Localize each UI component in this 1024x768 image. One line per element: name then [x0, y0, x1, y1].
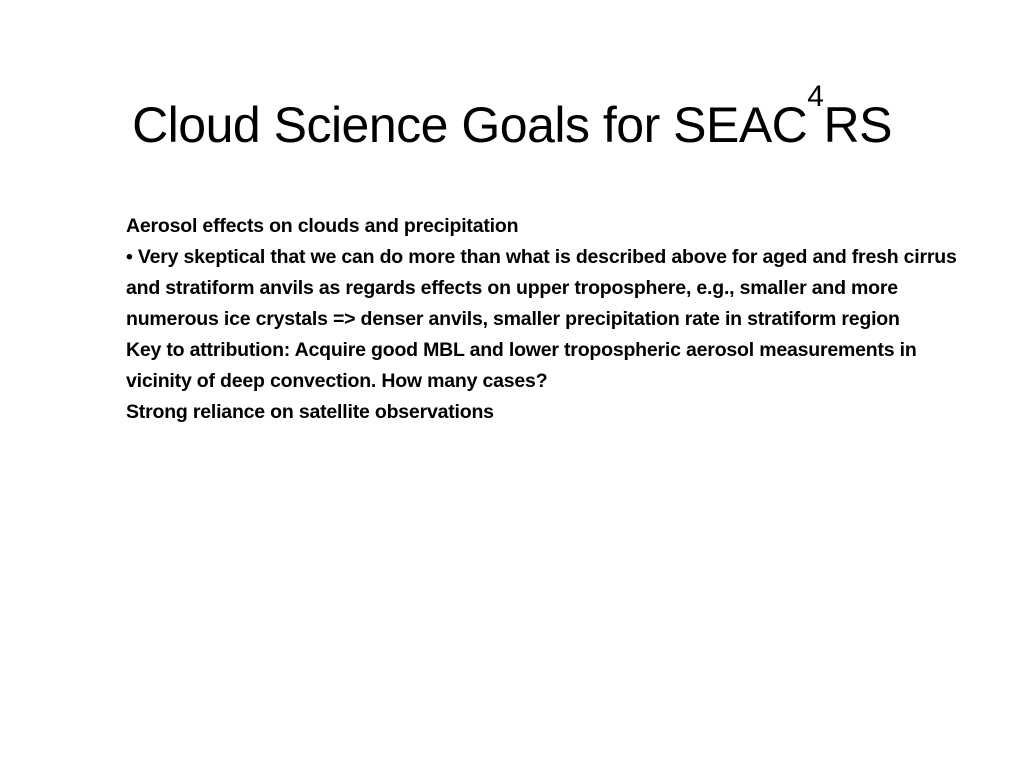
section-heading: Aerosol effects on clouds and precipitation	[126, 215, 519, 237]
title-main: Cloud Science Goals for SEAC	[132, 97, 808, 153]
bullet-text: Very skeptical that we can do more than what is described above for aged and fresh cirrus and stratiform anvils as regards effects on upper troposphere, e.g., smaller and more numerous ice crystals => denser anvils, smaller precipitation rate in stratiform region	[126, 246, 957, 330]
attribution-paragraph: Key to attribution: Acquire good MBL and lower tropospheric aerosol measurements in vicinity of deep convection. How many cases?	[126, 339, 917, 392]
slide-body	[126, 211, 966, 428]
title-suffix: RS	[823, 97, 892, 153]
bullet-paragraph	[126, 242, 966, 335]
slide-title	[0, 80, 1024, 162]
title-superscript: 4	[807, 80, 824, 113]
bullet-marker: •	[126, 246, 133, 268]
reliance-paragraph: Strong reliance on satellite observations	[126, 401, 494, 423]
